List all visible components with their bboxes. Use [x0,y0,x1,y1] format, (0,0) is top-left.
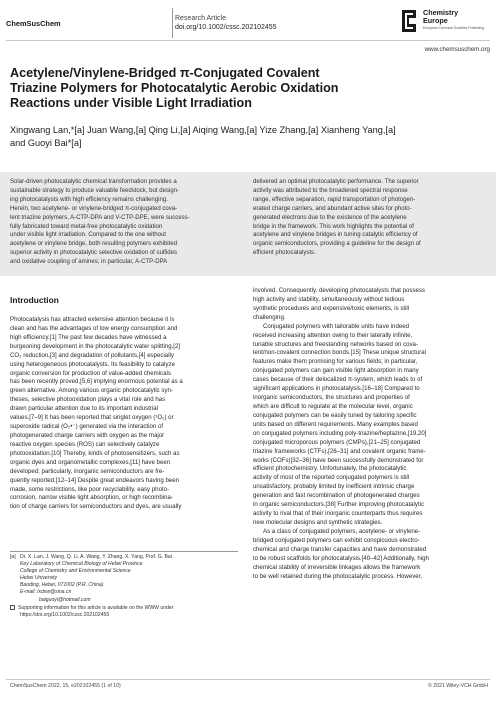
body-line: activity to rival that of their inorganic counterparts thus requires [253,510,423,518]
body-line: cases because of their delocalized π-system, which leads to of [253,376,423,384]
body-line: on conjugated polymers including poly-triazine/heptazine,[19,20] [253,429,427,437]
abstract-line: Solar-driven photocatalytic chemical transformation provides a [10,179,177,185]
supporting-info-text: Supporting information for this article is available on the WWW under [18,604,174,611]
abstract-line: fully fabricated toward metal-free photocatalytic oxidation [10,223,163,230]
body-line: chemical stability of irreversible linkages allows the framework [253,563,421,571]
author-line: Xingwang Lan,*[a] Juan Wang,[a] Qing Li,[a] Aiqing Wang,[a] Yize Zhang,[a] Xianheng Yang,[a] [10,125,396,135]
body-line: theses, selective photooxidation plays a vital role and has [10,396,166,404]
body-line: Conjugated polymers with tailorable units have indeed [263,322,410,330]
abstract-line: acetylene or vinylene bridge, both resulting polymers exhibited [10,241,178,248]
supporting-info-icon [10,605,15,610]
title-line: Triazine Polymers for Photocatalytic Aerobic Oxidation [10,81,339,95]
body-line: high efficiency.[1] The past few decades have witnessed a [10,333,167,341]
abstract-box [0,172,496,276]
section-heading-introduction: Introduction [10,295,59,305]
author-line: and Guoyi Bai*[a] [10,138,82,148]
body-line: conjugated polymers can gain visible light absorption in many [253,367,419,375]
abstract-line: range, effective separation, rapid transportation of photogen- [253,196,416,203]
body-line: to be well retained during the photocatalytic process. However, [253,572,423,580]
intro-paragraph-2 [253,323,481,528]
body-line: organic dyes and organometallic complexes,[11] have been [10,458,171,466]
page-header [0,0,496,44]
abstract-line: sustainable strategy to produce valuable feedstock, but design- [10,187,180,194]
body-line: to be robust scaffolds for photocatalysis.[40–42] Additionally, high [253,554,429,562]
abstract-line: lent triazine polymers, A-CTP-DPA and V-CTP-DPE, were success- [10,214,190,221]
body-line: generation and fast recombination of photogenerated charges [253,492,420,500]
affiliation-footnote [10,554,238,619]
body-line: conjugated microporous polymers (CMPs),[21–25] conjugated [253,438,421,446]
affiliation-line: Baoding, Hebei, 071002 (P.R. China) [20,582,104,589]
body-line: clean and has the advantages of low energy consumption and [10,324,178,332]
email-link[interactable]: baiguoyi@hotmail.com [39,596,91,603]
logo-text-line1: Chemistry [423,8,459,17]
body-line: lent/non-covalent connection bonds.[15] These unique structural [253,349,426,357]
body-line: synthetic procedures and expensive/toxic elements, is still [253,304,410,312]
abstract-line: efficient photocatalysts. [253,250,316,257]
title-line: Reactions under Visible Light Irradiation [10,96,252,110]
footer-rule [6,679,490,680]
abstract-line: Herein, two acetylene- or vinylene-bridged π-conjugated cova- [10,205,178,212]
body-line: chemical and charge transfer capacities and have demonstrated [253,545,427,553]
body-line: corrosion, narrow visible light absorption, or high recombina- [10,494,173,502]
body-line: features make them promising for various fields; in particular, [253,358,418,366]
abstract-line: and oxidative coupling of amines; in particular, A-CTP-DPA [10,259,168,266]
body-line: in organic semiconductors.[38] Further improving photocatalytic [253,501,425,509]
abstract-line: delivered an optimal photocatalytic performance. The superior [253,179,419,185]
footer-copyright: © 2021 Wiley-VCH GmbH [427,683,488,689]
abstract-line: ing photocatalysts with high efficiency remains challenging. [10,196,168,203]
body-line: organic conversion for production of value-added chemicals [10,369,171,377]
header-divider [172,8,173,38]
site-url[interactable]: www.chemsuschem.org [424,46,490,53]
body-line: units based on different requirements. Many examples based [253,420,418,428]
intro-paragraph-3 [253,528,481,582]
supporting-info-link[interactable]: https://doi.org/10.1002/cssc.202102455 [20,611,110,618]
affiliation-line: Key Laboratory of Chemical Biology of Hebei Province [20,561,143,568]
abstract-left-column [10,178,238,267]
body-line: CO₂ reduction,[3] and degradation of pollutants,[4] especially [10,351,174,359]
body-line: photogenerated charge carriers with oxygen as the major [10,431,165,439]
body-line: activity of most of the reported conjugated polymers is still [253,474,410,482]
body-line: efficient photochemistry. Unfortunately, the photocatalytic [253,465,407,473]
abstract-line: acetylene and vinylene bridges in tuning catalytic efficiency of [253,232,418,239]
body-line: developed; particularly, inorganic semiconductors are fre- [10,467,165,475]
affiliation-line: Dr. X. Lan, J. Wang, Q. Li, A. Wang, Y. Zhang, X. Yang, Prof. G. Bai [20,554,172,560]
chemistry-europe-logo [399,7,489,37]
abstract-line: under visible light irradiation. Compared to the one without [10,232,166,239]
body-line: burgeoning development in the photocatalytic water splitting,[2] [10,342,181,350]
body-line: triazine frameworks (CTFs),[26–31] and covalent organic frame- [253,447,426,455]
body-right-column [253,287,481,581]
body-line: conjugated polymers can be easily tuned by tailoring specific [253,411,417,419]
body-line: values.[7–9] It has been reported that singlet oxygen (¹O₂) or [10,414,174,422]
body-line: made, some restrictions, like poor recyclability, easy photo- [10,485,170,493]
body-line: challenging. [253,313,286,321]
body-line: involved. Consequently, developing photocatalysts that possess [253,287,425,294]
body-left-column [10,295,238,512]
body-line: tion of charge carriers for semiconductors and dyes, are usually [10,503,182,511]
body-line: photooxidation.[10] Thereby, kinds of photosensitizers, such as [10,449,180,457]
email-link[interactable]: E-mail: lxdxw@sina.cn [20,589,72,596]
body-line: works (COFs)[32–36] have been successfully demonstrated for [253,456,424,464]
body-line: high activity and stability, simultaneously without tedious [253,295,405,303]
body-line: using heterogeneous photocatalysts. Its feasibility to catalyze [10,360,175,368]
body-line: which are difficult to regulate at the molecular level, organic [253,402,413,410]
abstract-line: erated charge carriers, and abundant active sites for photo- [253,205,412,212]
body-line: As a class of conjugated polymers, acetylene- or vinylene- [263,527,421,535]
affiliation-label: [a] [10,554,16,560]
chemistry-europe-logo-icon [399,9,419,33]
abstract-right-column [253,178,481,258]
affiliation-line: Hebei University [20,575,58,582]
doi-link[interactable]: doi.org/10.1002/cssc.202102455 [175,24,277,31]
body-line: significant applications in photocatalysis.[16–18] Compared to [253,385,420,393]
abstract-line: organic semiconductors, providing a guideline for the design of [253,241,421,248]
body-line: superoxide radical (O₂•⁻) generated via the interaction of [10,423,164,431]
intro-paragraph-1 [10,316,238,512]
body-line: inorganic semiconductors, the structures and properties of [253,394,410,402]
supporting-info-line [10,605,238,612]
article-title [10,66,430,111]
body-line: drawn particular attention due to its important industrial [10,405,159,413]
journal-name: ChemSusChem [6,19,61,28]
body-line: reactive oxygen species (ROS) can selectively catalyze [10,440,160,448]
intro-paragraph-continued [253,287,481,323]
logo-tagline: European Chemical Societies Publishing [423,26,485,30]
body-line: Photocatalysis has attracted extensive attention because it is [10,316,175,323]
abstract-line: generated electrons due to the existence of the acetylene [253,214,407,221]
abstract-line: superior activity in photocatalytic selective oxidation of sulfides [10,250,178,257]
title-line: Acetylene/Vinylene-Bridged π-Conjugated Covalent [10,66,320,80]
footnote-rule [10,551,238,552]
affiliation-line: College of Chemistry and Environmental Science [20,568,131,575]
author-list [10,124,450,150]
logo-text-line2: Europe [423,16,448,25]
article-type: Research Article [175,15,226,22]
body-line: new molecular designs and synthetic strategies. [253,518,383,526]
abstract-line: bridge in the framework. This work highlights the potential of [253,223,414,230]
body-line: bridged conjugated polymers can exhibit conspicuous electro- [253,536,420,544]
body-line: green alternative. Among various organic photocatalytic syn- [10,387,173,395]
header-rule [6,40,490,41]
body-line: unsatisfactory, probably limited by inefficient intrinsic charge [253,483,415,491]
body-line: tunable structures and freestanding networks based on cova- [253,340,418,348]
body-line: received increasing attention owing to their laterally infinite, [253,331,413,339]
footer-citation: ChemSusChem 2022, 15, e202102455 (1 of 10) [10,683,121,689]
body-line: quently reported.[12–14] Despite great endeavors having been [10,476,180,484]
body-line: has been recently proved,[5,6] implying enormous potential as a [10,378,183,386]
abstract-line: activity was attributed to the broadened spectral response [253,187,408,194]
